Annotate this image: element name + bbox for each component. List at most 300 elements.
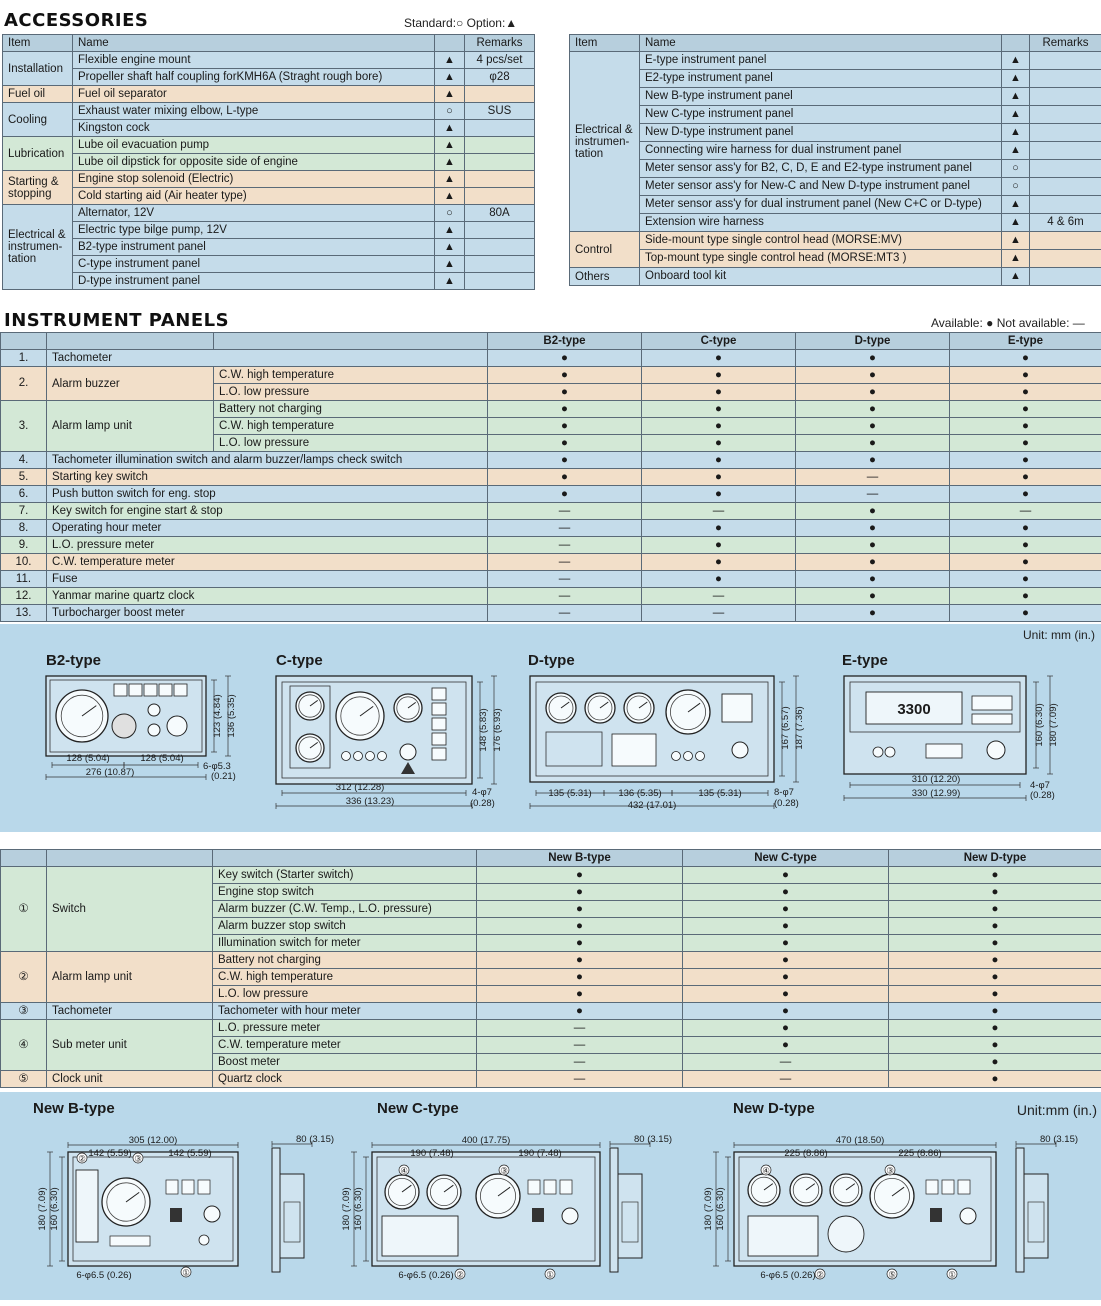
feature-row — [1, 1003, 1101, 1020]
available-dot-icon: ● — [642, 418, 796, 435]
lo-pressure-gauge-icon — [748, 1174, 780, 1206]
feature-row — [1, 469, 1101, 486]
not-available-dash-icon: — — [488, 588, 642, 605]
accessories-legend: Standard:○ Option:▲ — [404, 16, 518, 30]
available-dot-icon: ● — [889, 1020, 1101, 1037]
standard-circle-icon: ○ — [1002, 160, 1030, 178]
dimension-label: 180 (7.09) — [1048, 703, 1059, 747]
option-triangle-icon: ▲ — [1002, 214, 1030, 232]
not-available-dash-icon: — — [950, 503, 1101, 520]
standard-circle-icon: ○ — [1002, 178, 1030, 196]
option-triangle-icon: ▲ — [435, 171, 465, 188]
available-dot-icon: ● — [950, 605, 1101, 622]
available-dot-icon: ● — [488, 350, 642, 367]
feature-sub: C.W. high temperature — [214, 367, 488, 384]
accessory-name: Side-mount type single control head (MORSE:MV) — [640, 232, 1002, 250]
feature-row — [1, 503, 1101, 520]
new-c-type-drawing — [341, 1100, 672, 1281]
accessory-row — [3, 222, 535, 239]
key-switch-icon — [732, 742, 748, 758]
accessory-remarks — [1030, 124, 1101, 142]
accessory-row — [3, 273, 535, 290]
option-triangle-icon: ▲ — [1002, 142, 1030, 160]
dimension-label: 136 (5.35) — [618, 788, 662, 799]
not-available-dash-icon: — — [477, 1020, 683, 1037]
accessory-remarks — [465, 222, 535, 239]
dimension-label: 225 (8.86) — [898, 1148, 942, 1159]
accessory-row — [3, 256, 535, 273]
buzzer-icon — [112, 714, 136, 738]
available-dot-icon: ● — [642, 520, 796, 537]
dimension-label: 123 (4.84) — [212, 694, 223, 738]
lo-pressure-gauge-icon — [385, 1175, 419, 1209]
switch-icon — [958, 1180, 970, 1194]
available-dot-icon: ● — [642, 571, 796, 588]
dimension-label: 190 (7.48) — [518, 1148, 562, 1159]
switch-icon — [166, 1180, 178, 1194]
alarm-lamp-icon — [159, 684, 172, 696]
header-sub — [214, 333, 488, 350]
accessory-item-group: Installation — [3, 52, 73, 86]
dimension-label: 128 (5.04) — [140, 753, 184, 764]
dimension-label: 276 (10.87) — [85, 767, 135, 778]
feature-sub: Engine stop switch — [213, 884, 477, 901]
option-triangle-icon: ▲ — [435, 137, 465, 154]
feature-sub: C.W. temperature meter — [213, 1037, 477, 1054]
accessory-remarks — [465, 171, 535, 188]
switch-icon — [366, 752, 375, 761]
accessory-name: Meter sensor ass'y for dual instrument panel (New C+C or D-type) — [640, 196, 1002, 214]
available-dot-icon: ● — [642, 486, 796, 503]
accessory-name: Engine stop solenoid (Electric) — [73, 171, 435, 188]
e-type-drawing — [842, 652, 1059, 801]
available-dot-icon: ● — [683, 935, 889, 952]
new-panel-drawings-svg — [0, 1092, 1101, 1300]
callout-number: ④ — [400, 1165, 408, 1176]
available-dot-icon: ● — [796, 588, 950, 605]
accessory-row — [570, 214, 1101, 232]
option-triangle-icon: ▲ — [1002, 268, 1030, 286]
feature-name: Tachometer illumination switch and alarm buzzer/lamps check switch — [47, 452, 488, 469]
available-dot-icon: ● — [642, 554, 796, 571]
accessory-remarks — [465, 188, 535, 205]
feature-name: Alarm lamp unit — [47, 952, 213, 1003]
feature-name: Switch — [47, 867, 213, 952]
available-dot-icon: ● — [477, 867, 683, 884]
feature-row — [1, 537, 1101, 554]
accessory-remarks — [465, 154, 535, 171]
dimension-label: 8-φ7 — [774, 787, 794, 798]
switch-icon — [544, 1180, 556, 1194]
dimension-label: 6-φ6.5 (0.26) — [76, 1270, 132, 1281]
dimension-label: 180 (7.09) — [341, 1187, 352, 1231]
dimension-label: (0.21) — [211, 771, 236, 782]
feature-name: Clock unit — [47, 1071, 213, 1088]
accessory-row — [3, 86, 535, 103]
not-available-dash-icon: — — [683, 1054, 889, 1071]
standard-circle-icon: ○ — [435, 103, 465, 120]
switch-icon — [198, 1180, 210, 1194]
alarm-lamp-unit-icon — [382, 1216, 458, 1256]
feature-row — [1, 367, 1101, 384]
key-switch-icon — [204, 1206, 220, 1222]
feature-number: ① — [1, 867, 47, 952]
accessory-item-group: Fuel oil — [3, 86, 73, 103]
feature-name: Alarm lamp unit — [47, 401, 214, 452]
feature-row — [1, 867, 1101, 884]
header-blank — [1002, 35, 1030, 52]
dimension-label: 310 (12.20) — [911, 774, 961, 785]
accessory-row — [570, 160, 1101, 178]
feature-row — [1, 571, 1101, 588]
not-available-dash-icon: — — [488, 554, 642, 571]
feature-sub: L.O. low pressure — [214, 384, 488, 401]
feature-sub: Key switch (Starter switch) — [213, 867, 477, 884]
available-dot-icon: ● — [950, 384, 1101, 401]
new-panel-drawings-area — [0, 1092, 1101, 1300]
feature-name: Key switch for engine start & stop — [47, 503, 488, 520]
dimension-label: 80 (3.15) — [1040, 1134, 1079, 1145]
accessory-row — [3, 154, 535, 171]
accessory-name: Kingston cock — [73, 120, 435, 137]
accessory-remarks — [465, 256, 535, 273]
feature-number: 5. — [1, 469, 47, 486]
not-available-dash-icon: — — [488, 503, 642, 520]
instrument-panels-table — [0, 332, 1101, 622]
option-triangle-icon: ▲ — [1002, 106, 1030, 124]
new-b-type-label: New B-type — [33, 1100, 115, 1117]
available-dot-icon: ● — [477, 935, 683, 952]
dimension-label: 432 (17.01) — [627, 800, 677, 811]
available-dot-icon: ● — [950, 554, 1101, 571]
accessory-name: Alternator, 12V — [73, 205, 435, 222]
available-dot-icon: ● — [683, 1020, 889, 1037]
feature-name: Starting key switch — [47, 469, 488, 486]
dimension-label: 470 (18.50) — [835, 1135, 885, 1146]
option-triangle-icon: ▲ — [1002, 88, 1030, 106]
standard-circle-icon: ○ — [435, 205, 465, 222]
available-dot-icon: ● — [477, 969, 683, 986]
accessory-remarks: 4 pcs/set — [465, 52, 535, 69]
feature-row — [1, 452, 1101, 469]
feature-row — [1, 588, 1101, 605]
available-dot-icon: ● — [889, 935, 1101, 952]
cw-temperature-gauge-icon — [790, 1174, 822, 1206]
not-available-dash-icon: — — [488, 571, 642, 588]
accessory-row — [570, 88, 1101, 106]
feature-number: 7. — [1, 503, 47, 520]
feature-sub: L.O. low pressure — [213, 986, 477, 1003]
available-dot-icon: ● — [477, 1003, 683, 1020]
accessory-item-group: Electrical & instrumen-tation — [570, 52, 640, 232]
dimension-label: 176 (6.93) — [492, 708, 503, 752]
boost-gauge-icon — [624, 693, 654, 723]
feature-sub: Tachometer with hour meter — [213, 1003, 477, 1020]
clock-icon — [828, 1216, 864, 1252]
option-triangle-icon: ▲ — [435, 86, 465, 103]
available-dot-icon: ● — [950, 350, 1101, 367]
accessory-remarks — [1030, 106, 1101, 124]
feature-name: Tachometer — [47, 350, 488, 367]
accessory-row — [570, 250, 1101, 268]
tachometer-gauge-icon — [102, 1178, 150, 1226]
not-available-dash-icon: — — [642, 605, 796, 622]
feature-number: 13. — [1, 605, 47, 622]
accessory-name: Onboard tool kit — [640, 268, 1002, 286]
accessory-name: Lube oil dipstick for opposite side of engine — [73, 154, 435, 171]
key-switch-icon — [167, 716, 187, 736]
header-name — [47, 850, 213, 867]
callout-number: ② — [456, 1269, 464, 1280]
accessory-row — [570, 232, 1101, 250]
accessory-remarks — [1030, 178, 1101, 196]
available-dot-icon: ● — [683, 952, 889, 969]
feature-sub: C.W. high temperature — [213, 969, 477, 986]
accessory-name: E2-type instrument panel — [640, 70, 1002, 88]
header-name — [47, 333, 214, 350]
accessory-name: Meter sensor ass'y for B2, C, D, E and E2-type instrument panel — [640, 160, 1002, 178]
e-type-label: E-type — [842, 652, 888, 669]
switch-icon — [926, 1180, 938, 1194]
available-dot-icon: ● — [796, 401, 950, 418]
available-dot-icon: ● — [642, 452, 796, 469]
header-no — [1, 850, 47, 867]
available-dot-icon: ● — [889, 884, 1101, 901]
feature-sub: Battery not charging — [214, 401, 488, 418]
available-dot-icon: ● — [950, 469, 1101, 486]
feature-number: ② — [1, 952, 47, 1003]
available-dot-icon: ● — [642, 350, 796, 367]
side-view-icon — [280, 1174, 304, 1258]
alarm-lamp-unit-icon — [748, 1216, 818, 1256]
not-available-dash-icon: — — [488, 537, 642, 554]
switch-icon — [885, 747, 895, 757]
feature-row — [1, 1071, 1101, 1088]
option-triangle-icon: ▲ — [1002, 232, 1030, 250]
accessory-name: Connecting wire harness for dual instrument panel — [640, 142, 1002, 160]
accessory-name: Electric type bilge pump, 12V — [73, 222, 435, 239]
accessory-remarks — [465, 120, 535, 137]
key-switch-icon — [562, 1208, 578, 1224]
available-dot-icon: ● — [889, 986, 1101, 1003]
dimension-label: 80 (3.15) — [296, 1134, 335, 1145]
dimension-label: 6-φ5.3 — [203, 761, 231, 772]
accessory-remarks — [465, 86, 535, 103]
feature-name: Alarm buzzer — [47, 367, 214, 401]
buzzer-icon — [170, 1208, 182, 1222]
dimension-label: 80 (3.15) — [634, 1134, 673, 1145]
key-switch-icon — [987, 741, 1005, 759]
feature-row — [1, 401, 1101, 418]
available-dot-icon: ● — [889, 1071, 1101, 1088]
available-dot-icon: ● — [889, 1003, 1101, 1020]
available-dot-icon: ● — [642, 435, 796, 452]
alarm-lamp-icon — [114, 684, 127, 696]
accessory-remarks — [465, 273, 535, 290]
header-blank — [435, 35, 465, 52]
accessory-remarks — [465, 239, 535, 256]
option-triangle-icon: ▲ — [1002, 52, 1030, 70]
option-triangle-icon: ▲ — [435, 188, 465, 205]
available-dot-icon: ● — [683, 918, 889, 935]
lo-pressure-gauge-icon — [296, 692, 324, 720]
feature-sub: C.W. high temperature — [214, 418, 488, 435]
feature-number: 10. — [1, 554, 47, 571]
feature-name: Tachometer — [47, 1003, 213, 1020]
feature-number: ③ — [1, 1003, 47, 1020]
feature-sub: L.O. pressure meter — [213, 1020, 477, 1037]
buzzer-icon — [532, 1208, 544, 1222]
d-type-drawing — [528, 652, 805, 811]
feature-number: 6. — [1, 486, 47, 503]
accessory-name: Lube oil evacuation pump — [73, 137, 435, 154]
accessory-row — [3, 239, 535, 256]
accessory-remarks — [465, 137, 535, 154]
dimension-label: 330 (12.99) — [911, 788, 961, 799]
available-dot-icon: ● — [950, 401, 1101, 418]
available-dot-icon: ● — [488, 384, 642, 401]
feature-number: ④ — [1, 1020, 47, 1071]
callout-number: ④ — [762, 1165, 770, 1176]
dimension-label: 187 (7.36) — [794, 706, 805, 750]
cw-temperature-gauge-icon — [296, 734, 324, 762]
header-item: Item — [570, 35, 640, 52]
side-view-icon — [618, 1174, 642, 1258]
callout-number: ⑤ — [888, 1269, 896, 1280]
switch-icon — [354, 752, 363, 761]
feature-name: Operating hour meter — [47, 520, 488, 537]
clock-icon — [612, 734, 656, 766]
available-dot-icon: ● — [889, 952, 1101, 969]
accessory-remarks: 4 & 6m — [1030, 214, 1101, 232]
key-switch-icon — [400, 744, 416, 760]
b2-type-drawing — [46, 652, 237, 782]
callout-number: ③ — [500, 1165, 508, 1176]
feature-number: ⑤ — [1, 1071, 47, 1088]
feature-row — [1, 605, 1101, 622]
option-triangle-icon: ▲ — [435, 52, 465, 69]
accessory-row — [3, 171, 535, 188]
accessory-row — [3, 205, 535, 222]
feature-number: 9. — [1, 537, 47, 554]
panel-drawings-area — [0, 624, 1101, 832]
new-b-type-drawing — [33, 1100, 334, 1281]
feature-name: Sub meter unit — [47, 1020, 213, 1071]
c-type-label: C-type — [276, 652, 323, 669]
header-remarks: Remarks — [1030, 35, 1101, 52]
dimension-label: (0.28) — [1030, 790, 1055, 801]
available-dot-icon: ● — [683, 884, 889, 901]
available-dot-icon: ● — [950, 418, 1101, 435]
feature-sub: Alarm buzzer stop switch — [213, 918, 477, 935]
accessory-remarks: φ28 — [465, 69, 535, 86]
callout-number: ① — [546, 1269, 554, 1280]
not-available-dash-icon: — — [488, 520, 642, 537]
available-dot-icon: ● — [950, 367, 1101, 384]
switch-icon — [148, 704, 160, 716]
accessory-item-group: Others — [570, 268, 640, 286]
accessory-remarks — [1030, 160, 1101, 178]
available-dot-icon: ● — [796, 554, 950, 571]
available-dot-icon: ● — [683, 901, 889, 918]
available-dot-icon: ● — [477, 884, 683, 901]
indicator-icon — [926, 744, 962, 758]
c-type-drawing — [276, 652, 503, 809]
tachometer-gauge-icon — [666, 690, 710, 734]
accessory-remarks — [1030, 232, 1101, 250]
available-dot-icon: ● — [796, 452, 950, 469]
column-header: New C-type — [683, 850, 889, 867]
new-c-type-label: New C-type — [377, 1100, 459, 1117]
accessory-row — [570, 196, 1101, 214]
option-triangle-icon: ▲ — [1002, 250, 1030, 268]
available-dot-icon: ● — [796, 418, 950, 435]
feature-row — [1, 952, 1101, 969]
dimension-label: 4-φ7 — [472, 787, 492, 798]
available-dot-icon: ● — [796, 435, 950, 452]
header-no — [1, 333, 47, 350]
feature-name: Fuse — [47, 571, 488, 588]
accessory-row — [3, 188, 535, 205]
available-dot-icon: ● — [796, 605, 950, 622]
available-dot-icon: ● — [488, 401, 642, 418]
feature-name: L.O. pressure meter — [47, 537, 488, 554]
tachometer-gauge-icon — [56, 690, 108, 742]
accessory-row — [3, 103, 535, 120]
dimension-label: 336 (13.23) — [345, 796, 395, 807]
button-icon — [199, 1235, 209, 1245]
dimension-label: 128 (5.04) — [66, 753, 110, 764]
tachometer-gauge-icon — [476, 1174, 520, 1218]
accessory-row — [570, 142, 1101, 160]
feature-row — [1, 554, 1101, 571]
available-dot-icon: ● — [889, 969, 1101, 986]
accessory-remarks — [1030, 70, 1101, 88]
key-switch-icon — [960, 1208, 976, 1224]
accessory-row — [570, 70, 1101, 88]
alarm-lamp-icon — [432, 703, 446, 715]
available-dot-icon: ● — [683, 986, 889, 1003]
header-remarks: Remarks — [465, 35, 535, 52]
accessory-name: Exhaust water mixing elbow, L-type — [73, 103, 435, 120]
cw-temperature-gauge-icon — [427, 1175, 461, 1209]
column-header: D-type — [796, 333, 950, 350]
d-type-label: D-type — [528, 652, 575, 669]
callout-number: ③ — [886, 1165, 894, 1176]
feature-name: C.W. temperature meter — [47, 554, 488, 571]
button-icon — [148, 724, 160, 736]
hour-meter-icon — [722, 694, 752, 722]
cw-temperature-gauge-icon — [585, 693, 615, 723]
switch-icon — [528, 1180, 540, 1194]
feature-number: 11. — [1, 571, 47, 588]
accessory-remarks: 80A — [465, 205, 535, 222]
accessory-name: Fuel oil separator — [73, 86, 435, 103]
accessory-remarks — [1030, 52, 1101, 70]
accessory-row — [570, 52, 1101, 70]
alarm-lamp-icon — [432, 718, 446, 730]
new-d-type-drawing — [703, 1100, 1078, 1281]
available-dot-icon: ● — [488, 486, 642, 503]
available-dot-icon: ● — [889, 867, 1101, 884]
accessory-name: E-type instrument panel — [640, 52, 1002, 70]
feature-sub: Boost meter — [213, 1054, 477, 1071]
switch-icon — [873, 747, 883, 757]
available-dot-icon: ● — [477, 986, 683, 1003]
switch-icon — [378, 752, 387, 761]
accessory-item-group: Cooling — [3, 103, 73, 137]
accessories-table-right — [569, 34, 1101, 286]
